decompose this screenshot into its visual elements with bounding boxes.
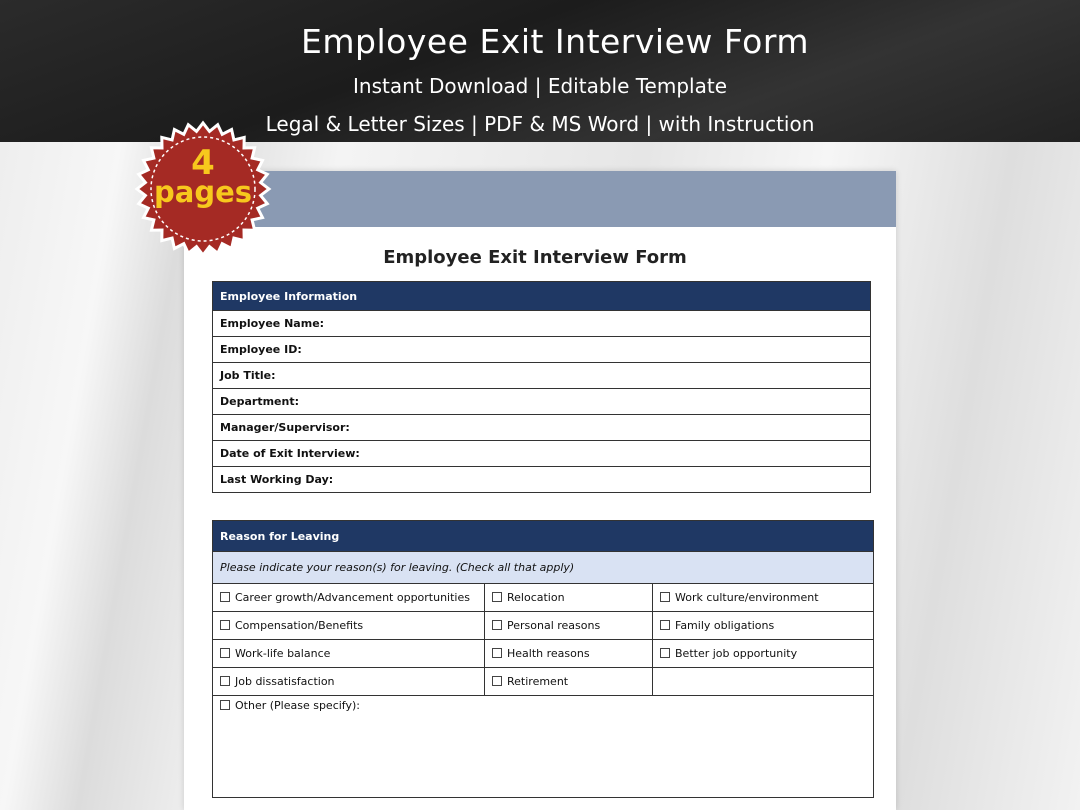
- option-label: Work culture/environment: [675, 591, 819, 604]
- option-cell[interactable]: [653, 640, 874, 668]
- table-row: [213, 467, 871, 493]
- option-cell[interactable]: [213, 612, 485, 640]
- option-cell[interactable]: [653, 612, 874, 640]
- reason-table: [212, 520, 874, 798]
- table-row: [213, 668, 874, 696]
- table-row: [213, 415, 871, 441]
- job-title-field[interactable]: Job Title:: [213, 363, 871, 389]
- option-label: Job dissatisfaction: [235, 675, 335, 688]
- banner-title: Employee Exit Interview Form: [301, 22, 809, 61]
- option-cell[interactable]: [213, 668, 485, 696]
- reason-header-row: [213, 521, 874, 552]
- checkbox[interactable]: [220, 648, 230, 658]
- department-field[interactable]: Department:: [213, 389, 871, 415]
- checkbox[interactable]: [492, 676, 502, 686]
- option-label: Work-life balance: [235, 647, 331, 660]
- employee-id-field[interactable]: Employee ID:: [213, 337, 871, 363]
- option-label: Family obligations: [675, 619, 775, 632]
- instruction-row: [213, 552, 874, 584]
- checkbox[interactable]: [220, 620, 230, 630]
- option-cell[interactable]: [485, 584, 653, 612]
- table-row: [213, 389, 871, 415]
- option-label: Health reasons: [507, 647, 590, 660]
- table-row: [213, 441, 871, 467]
- option-cell[interactable]: [653, 584, 874, 612]
- pages-badge: [134, 143, 272, 209]
- reason-instruction: Please indicate your reason(s) for leaving. (Check all that apply): [213, 552, 874, 584]
- badge-number: 4: [191, 143, 215, 183]
- manager-field[interactable]: Manager/Supervisor:: [213, 415, 871, 441]
- banner-subtitle-1: Instant Download | Editable Template: [353, 74, 727, 98]
- document-title: Employee Exit Interview Form: [383, 247, 687, 268]
- last-working-day-field[interactable]: Last Working Day:: [213, 467, 871, 493]
- checkbox[interactable]: [220, 700, 230, 710]
- checkbox[interactable]: [220, 676, 230, 686]
- option-cell[interactable]: [485, 612, 653, 640]
- employee-info-table: [212, 281, 871, 493]
- option-label: Career growth/Advancement opportunities: [235, 591, 470, 604]
- checkbox[interactable]: [492, 592, 502, 602]
- checkbox[interactable]: [220, 592, 230, 602]
- employee-info-header: Employee Information: [213, 282, 871, 311]
- option-cell[interactable]: [213, 584, 485, 612]
- checkbox[interactable]: [660, 592, 670, 602]
- table-row: [213, 311, 871, 337]
- option-label: Retirement: [507, 675, 569, 688]
- exit-interview-date-field[interactable]: Date of Exit Interview:: [213, 441, 871, 467]
- document-header-bar: [184, 171, 896, 227]
- table-row: [213, 640, 874, 668]
- table-row: [213, 337, 871, 363]
- checkbox[interactable]: [492, 648, 502, 658]
- employee-name-field[interactable]: Employee Name:: [213, 311, 871, 337]
- badge-word: pages: [153, 175, 253, 209]
- reason-header: Reason for Leaving: [213, 521, 874, 552]
- form-document: [184, 171, 896, 810]
- other-label: Other (Please specify):: [235, 699, 360, 712]
- option-label: Relocation: [507, 591, 565, 604]
- table-row: [213, 363, 871, 389]
- other-row: [213, 696, 874, 798]
- option-label: Compensation/Benefits: [235, 619, 364, 632]
- checkbox[interactable]: [492, 620, 502, 630]
- option-cell[interactable]: [485, 640, 653, 668]
- employee-info-header-row: [213, 282, 871, 311]
- other-cell[interactable]: [213, 696, 874, 798]
- option-label: Better job opportunity: [675, 647, 798, 660]
- option-cell[interactable]: [485, 668, 653, 696]
- empty-cell: [653, 668, 874, 696]
- checkbox[interactable]: [660, 648, 670, 658]
- option-label: Personal reasons: [507, 619, 601, 632]
- table-row: [213, 584, 874, 612]
- option-cell[interactable]: [213, 640, 485, 668]
- banner-subtitle-2: Legal & Letter Sizes | PDF & MS Word | with Instruction: [265, 112, 815, 136]
- table-row: [213, 612, 874, 640]
- checkbox[interactable]: [660, 620, 670, 630]
